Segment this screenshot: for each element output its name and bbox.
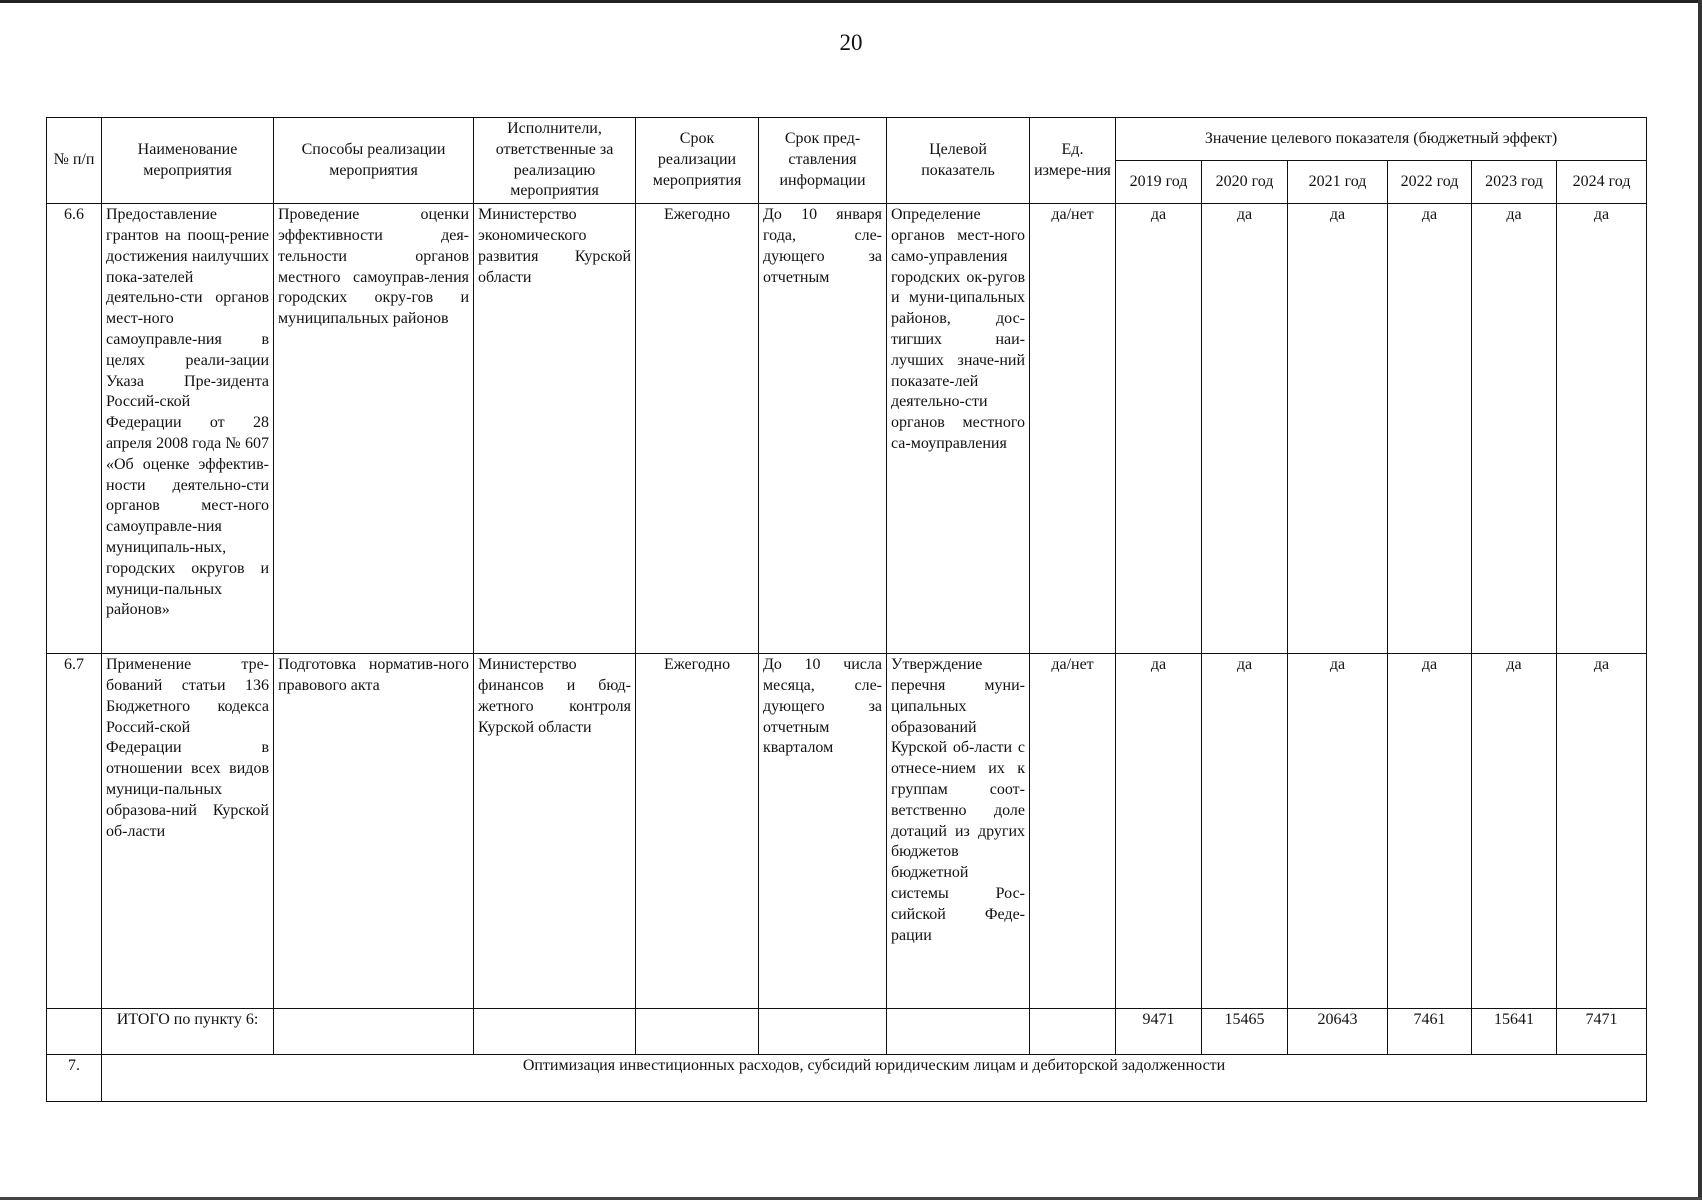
row-unit: да/нет [1030,204,1116,654]
header-year: 2020 год [1202,161,1288,204]
header-report: Срок пред-ставления информации [759,118,887,204]
row-value: да [1202,654,1288,1009]
header-num: № п/п [47,118,102,204]
row-indicator: Определение органов мест-ного само-управления городских ок-ругов и муни-ципальных районов, дос-тигших наи-лучших значе-ний показате-лей деятельно-сти органов местного са-моуправления [887,204,1030,654]
section-num: 7. [47,1055,102,1102]
row-value: да [1288,654,1388,1009]
measures-table [46,117,1647,1102]
header-value-group: Значение целевого показателя (бюджетный эффект) [1116,118,1647,161]
header-unit: Ед. измере-ния [1030,118,1116,204]
row-value: да [1116,204,1202,654]
row-executors: Министерство финансов и бюд-жетного контроля Курской области [474,654,636,1009]
row-num: 6.6 [47,204,102,654]
row-executors: Министерство экономического развития Курской области [474,204,636,654]
table-row [47,204,1647,654]
total-num-cell [47,1009,102,1055]
total-value: 15641 [1472,1009,1557,1055]
row-term: Ежегодно [636,654,759,1009]
header-indicator: Целевой показатель [887,118,1030,204]
row-num: 6.7 [47,654,102,1009]
row-value: да [1557,654,1647,1009]
header-executors: Исполнители, ответственные за реализацию мероприятия [474,118,636,204]
header-name: Наименование мероприятия [102,118,274,204]
total-label: ИТОГО по пункту 6: [102,1009,274,1055]
row-term: Ежегодно [636,204,759,654]
row-value: да [1388,654,1472,1009]
header-year: 2021 год [1288,161,1388,204]
header-row-1 [47,118,1647,161]
header-methods: Способы реализации мероприятия [274,118,474,204]
total-value: 15465 [1202,1009,1288,1055]
page-edge-top [0,0,1702,3]
page-edge-right [1698,0,1702,1200]
row-indicator: Утверждение перечня муни-ципальных образований Курской об-ласти с отнесе-нием их к группам соот-ветственно доле дотаций из других бюджетов бюджетной системы Рос-сийской Феде-рации [887,654,1030,1009]
header-year: 2023 год [1472,161,1557,204]
page-number: 20 [839,30,863,55]
total-row [47,1009,1647,1055]
empty-cell [759,1009,887,1055]
row-unit: да/нет [1030,654,1116,1009]
row-name: Предоставление грантов на поощ-рение достижения наилучших пока-зателей деятельно-сти органов мест-ного самоуправле-ния в целях реали-зации Указа Пре-зидента Россий-ской Федерации от 28 апреля 2008 года № 607 «Об оценке эффектив-ности деятельно-сти органов мест-ного самоуправле-ния муниципаль-ных, городских округов и муници-пальных районов» [102,204,274,654]
row-name: Применение тре-бований статьи 136 Бюджетного кодекса Россий-ской Федерации в отношении всех видов муници-пальных образова-ний Курской об-ласти [102,654,274,1009]
section-row [47,1055,1647,1102]
row-value: да [1472,654,1557,1009]
total-value: 7471 [1557,1009,1647,1055]
row-value: да [1202,204,1288,654]
row-value: да [1116,654,1202,1009]
header-term: Срок реализации мероприятия [636,118,759,204]
header-year: 2024 год [1557,161,1647,204]
header-year: 2019 год [1116,161,1202,204]
row-report: До 10 января года, сле-дующего за отчетным [759,204,887,654]
total-value: 7461 [1388,1009,1472,1055]
empty-cell [636,1009,759,1055]
row-value: да [1288,204,1388,654]
empty-cell [887,1009,1030,1055]
header-year: 2022 год [1388,161,1472,204]
empty-cell [274,1009,474,1055]
total-value: 20643 [1288,1009,1388,1055]
empty-cell [1030,1009,1116,1055]
row-report: До 10 числа месяца, сле-дующего за отчетным кварталом [759,654,887,1009]
table-row [47,654,1647,1009]
total-value: 9471 [1116,1009,1202,1055]
row-value: да [1557,204,1647,654]
row-methods: Подготовка норматив-ного правового акта [274,654,474,1009]
row-value: да [1472,204,1557,654]
row-value: да [1388,204,1472,654]
section-title: Оптимизация инвестиционных расходов, субсидий юридическим лицам и дебиторской задолженности [102,1055,1647,1102]
empty-cell [474,1009,636,1055]
row-methods: Проведение оценки эффективности дея-тельности органов местного самоуправ-ления городских окру-гов и муниципальных районов [274,204,474,654]
